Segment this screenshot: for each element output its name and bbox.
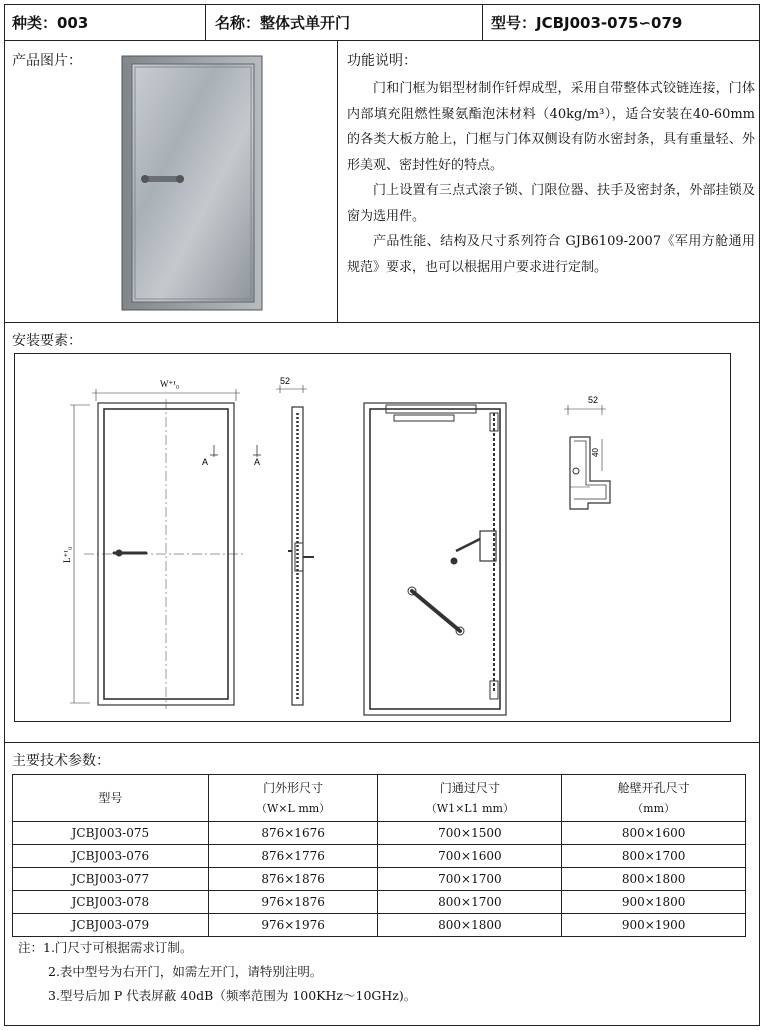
image-function-sep (337, 40, 338, 322)
dim-thickness-52b: 52 (588, 395, 599, 405)
frame-left (4, 4, 5, 1025)
table-cell: 800×1800 (562, 868, 746, 891)
table-header-row (13, 775, 746, 822)
installation-drawing (14, 353, 731, 722)
column-header (13, 775, 209, 822)
table-cell: 876×1676 (208, 822, 378, 845)
table-cell: JCBJ003-077 (13, 868, 209, 891)
frame-top (4, 4, 760, 5)
function-text (347, 76, 755, 280)
frame-right (759, 4, 760, 1025)
table-cell: JCBJ003-075 (13, 822, 209, 845)
table-cell: 800×1600 (562, 822, 746, 845)
header-sep-1 (205, 4, 206, 40)
table-cell: 976×1876 (208, 891, 378, 914)
door-photo (120, 54, 265, 314)
table-cell: 900×1800 (562, 891, 746, 914)
table-cell: JCBJ003-076 (13, 845, 209, 868)
table-row (13, 822, 746, 845)
section-a-left: A (202, 457, 209, 467)
table-cell: 700×1600 (378, 845, 562, 868)
section-a-right: A (254, 457, 261, 467)
table-cell: 700×1500 (378, 822, 562, 845)
dim-seal-40: 40 (591, 448, 600, 457)
product-name: 名称：整体式单开门 (215, 14, 351, 32)
section-divider-1 (4, 322, 760, 323)
table-cell: 976×1976 (208, 914, 378, 937)
col-outer-size-unit: （W×L mm） (256, 801, 331, 815)
table-cell: JCBJ003-079 (13, 914, 209, 937)
dim-width-label: W⁺¹₀ (160, 379, 180, 389)
table-row (13, 845, 746, 868)
table-row (13, 914, 746, 937)
table-cell: 876×1776 (208, 845, 378, 868)
column-header (562, 775, 746, 822)
table-cell: JCBJ003-078 (13, 891, 209, 914)
column-header (378, 775, 562, 822)
note-3: 3.型号后加 P 代表屏蔽 40dB（频率范围为 100KHz～10GHz)。 (48, 988, 417, 1003)
function-paragraph-1: 门和门框为铝型材制作钎焊成型，采用自带整体式铰链连接，门体内部填充阻燃性聚氨酯泡沫材料（40kg/m³），适合安装在40-60mm的各类大板方舱上，门框与门体双侧设有防水密封条，具有重量轻、外形美观、密封性好的特点。 (347, 81, 755, 173)
table-cell: 900×1900 (562, 914, 746, 937)
col-outer-size-label: 门外形尺寸 (263, 780, 324, 795)
params-title: 主要技术参数： (12, 753, 110, 769)
header-divider (4, 40, 760, 41)
col-model-label: 型号 (98, 791, 123, 805)
dim-length-label: L⁺¹₀ (62, 546, 72, 563)
col-pass-size-label: 门通过尺寸 (439, 780, 500, 795)
table-cell: 876×1876 (208, 868, 378, 891)
header-sep-2 (482, 4, 483, 40)
table-cell: 800×1800 (378, 914, 562, 937)
function-title: 功能说明： (347, 53, 417, 69)
section-divider-2 (4, 742, 760, 743)
category-label: 种类：003 (12, 14, 89, 32)
notes (18, 936, 416, 1008)
column-header (208, 775, 378, 822)
col-opening-label: 舱壁开孔尺寸 (617, 780, 690, 795)
note-1: 注：1.门尺寸可根据需求订制。 (18, 940, 193, 955)
col-pass-size-unit: （W1×L1 mm） (425, 801, 514, 815)
model-label: 型号：JCBJ003-075∽079 (491, 14, 683, 32)
product-image-label: 产品图片： (12, 53, 82, 69)
note-2: 2.表中型号为右开门，如需左开门，请特别注明。 (48, 964, 323, 979)
col-opening-unit: （mm） (632, 801, 676, 815)
table-row (13, 868, 746, 891)
frame-bottom (4, 1025, 760, 1026)
spec-table (12, 774, 746, 937)
table-row (13, 891, 746, 914)
door-handle-icon (141, 175, 184, 183)
function-paragraph-3: 产品性能、结构及尺寸系列符合 GJB6109-2007《军用方舱通用规范》要求，也可以根据用户要求进行定制。 (347, 234, 755, 275)
table-cell: 800×1700 (562, 845, 746, 868)
dim-thickness-52a: 52 (280, 376, 291, 386)
install-title: 安装要素： (12, 333, 82, 349)
table-cell: 700×1700 (378, 868, 562, 891)
function-paragraph-2: 门上设置有三点式滚子锁、门限位器、扶手及密封条，外部挂锁及窗为选用件。 (347, 183, 755, 224)
table-cell: 800×1700 (378, 891, 562, 914)
